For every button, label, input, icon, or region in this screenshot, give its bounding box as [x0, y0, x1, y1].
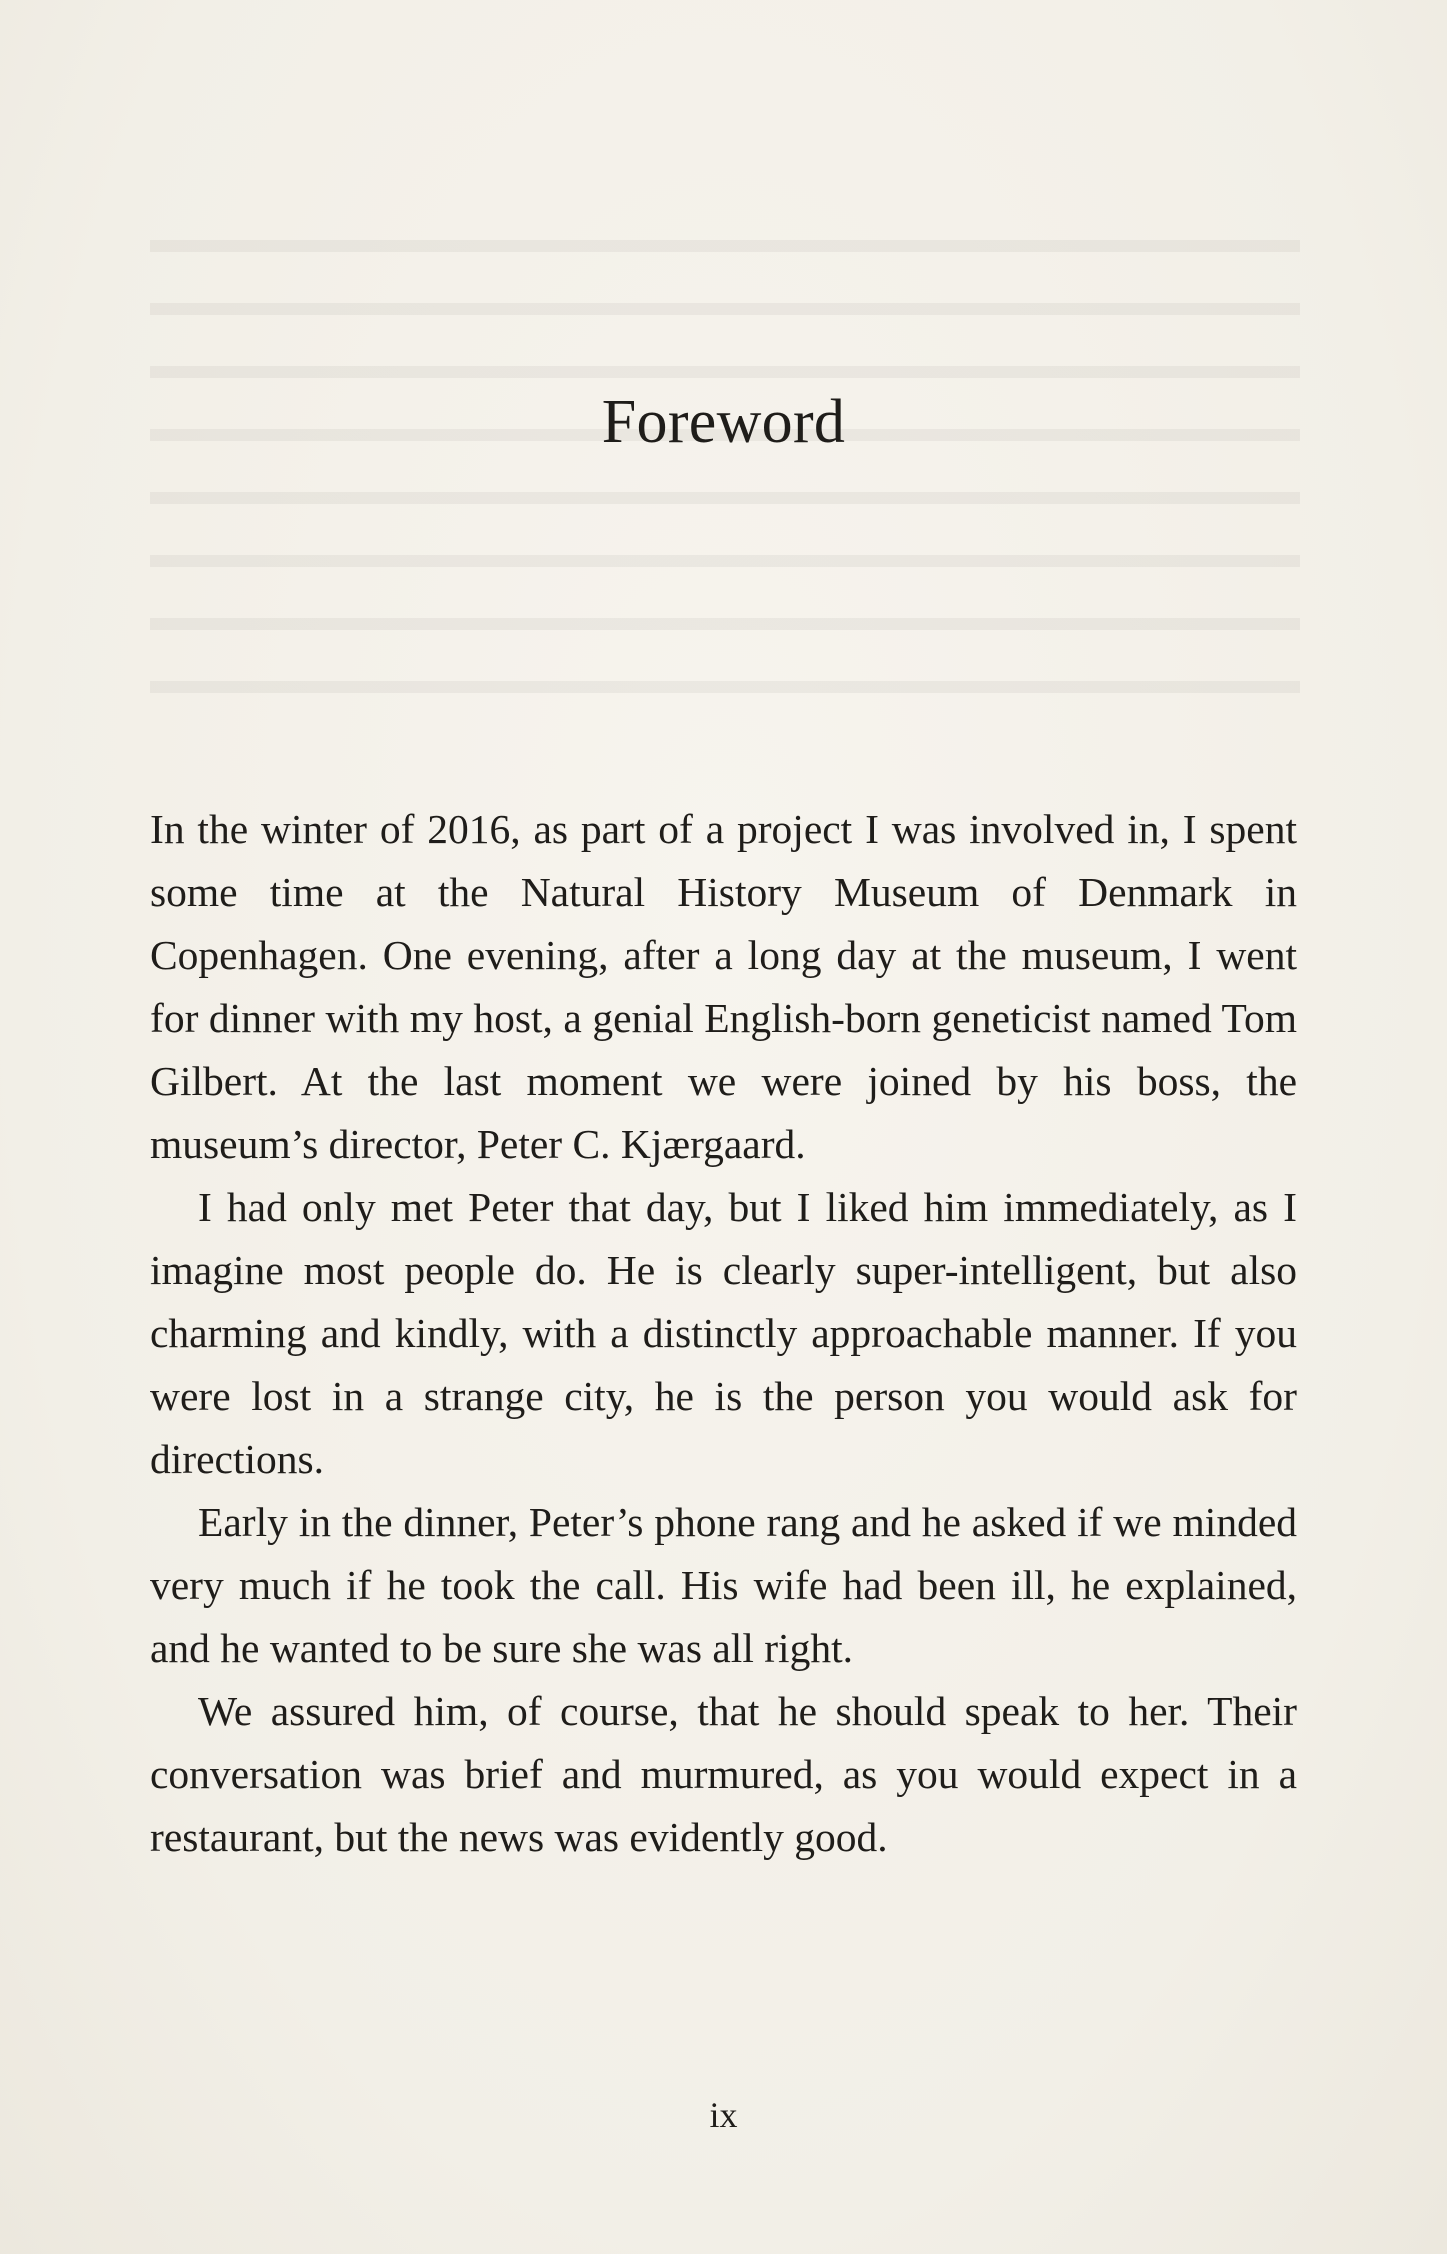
paragraph: I had only met Peter that day, but I liked him immediately, as I imagine most people do. He is clearly super-intelligent, but also charming and kindly, with a distinctly approachable manner. If you were lost in a strange city, he is the person you would ask for directions. — [150, 1184, 1297, 1482]
paragraph: We assured him, of course, that he should speak to her. Their conversation was brief and murmured, as you would expect in a restaurant, but the news was evidently good. — [150, 1688, 1297, 1860]
chapter-title: Foreword — [601, 388, 846, 456]
paragraph: Early in the dinner, Peter’s phone rang and he asked if we minded very much if he took the call. His wife had been ill, he explained, and he wanted to be sure she was all right. — [150, 1499, 1297, 1671]
page-number: ix — [709, 2095, 738, 2135]
body-text — [150, 798, 1297, 1869]
paragraph: In the winter of 2016, as part of a project I was involved in, I spent some time at the Natural History Museum of Denmark in Copenhagen. One evening, after a long day at the museum, I went for dinner with my host, a genial English-born geneticist named Tom Gilbert. At the last moment we were joined by his boss, the museum’s director, Peter C. Kjærgaard. — [150, 806, 1297, 1167]
show-through-texture — [150, 200, 1300, 720]
